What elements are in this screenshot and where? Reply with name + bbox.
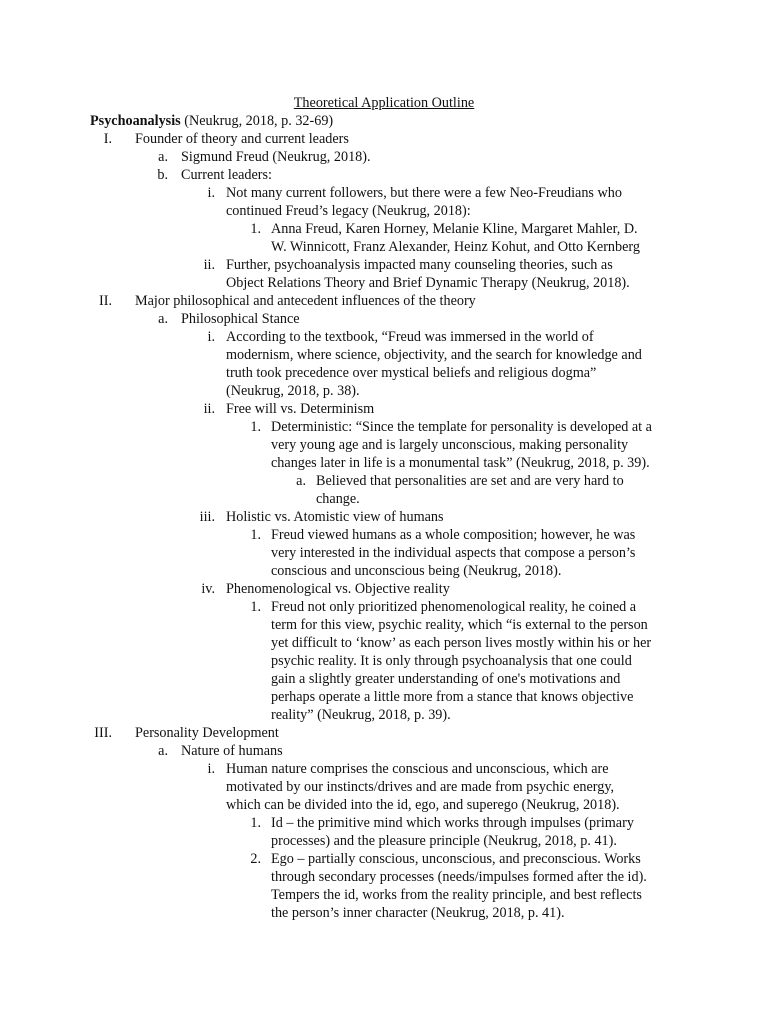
outline-text-line: very young age and is largely unconscious, making personality xyxy=(271,437,629,453)
outline-text-line: term for this view, psychic reality, which “is external to the person xyxy=(271,617,648,633)
outline-marker: II. xyxy=(99,293,112,309)
outline-text-line: Freud viewed humans as a whole composition; however, he was xyxy=(271,527,636,543)
outline-text-line: Phenomenological vs. Objective reality xyxy=(226,581,450,597)
outline-marker: 1. xyxy=(250,221,261,237)
outline-item xyxy=(0,310,768,328)
document-title: Theoretical Application Outline xyxy=(293,95,475,111)
section-heading-citation: (Neukrug, 2018, p. 32-69) xyxy=(180,113,334,129)
outline-text-line: Tempers the id, works from the reality principle, and best reflects xyxy=(271,887,642,903)
outline-marker: 2. xyxy=(250,851,261,867)
outline-text-line: Not many current followers, but there were a few Neo-Freudians who xyxy=(226,185,622,201)
outline-item xyxy=(0,418,768,472)
outline-text-line: Object Relations Theory and Brief Dynamic Therapy (Neukrug, 2018). xyxy=(226,275,630,291)
outline-item xyxy=(0,400,768,418)
outline-text-line: changes later in life is a monumental task” (Neukrug, 2018, p. 39). xyxy=(271,455,650,471)
outline-item xyxy=(0,598,768,724)
outline-text-line: Further, psychoanalysis impacted many counseling theories, such as xyxy=(226,257,613,273)
outline-text-line: change. xyxy=(316,491,360,507)
outline-item xyxy=(0,814,768,850)
outline-text-line: motivated by our instincts/drives and are made from psychic energy, xyxy=(226,779,615,795)
section-heading-title: Psychoanalysis xyxy=(90,113,181,129)
outline-marker: i. xyxy=(207,761,215,777)
outline-marker: 1. xyxy=(250,815,261,831)
outline-text-line: reality” (Neukrug, 2018, p. 39). xyxy=(271,707,451,723)
outline-text-line: yet difficult to ‘know’ as each person lives mostly within his or her xyxy=(271,635,652,651)
outline-text-line: Founder of theory and current leaders xyxy=(135,131,349,147)
outline-text-line: perhaps operate a little more from a stance that knows objective xyxy=(271,689,634,705)
outline-text-line: psychic reality. It is only through psychoanalysis that one could xyxy=(271,653,632,669)
outline-text-line: Sigmund Freud (Neukrug, 2018). xyxy=(181,149,371,165)
document-body xyxy=(0,112,768,922)
outline-item xyxy=(0,256,768,292)
outline-text-line: Personality Development xyxy=(135,725,279,741)
outline-marker: a. xyxy=(158,149,168,165)
outline-text-line: Human nature comprises the conscious and unconscious, which are xyxy=(226,761,609,777)
outline-text-line: Major philosophical and antecedent influences of the theory xyxy=(135,293,476,309)
outline-text-line: Nature of humans xyxy=(181,743,283,759)
outline-item xyxy=(0,850,768,922)
outline-marker: a. xyxy=(296,473,306,489)
outline-item xyxy=(0,580,768,598)
outline-item xyxy=(0,166,768,184)
outline-text-line: the person’s inner character (Neukrug, 2018, p. 41). xyxy=(271,905,565,921)
outline-text-line: Free will vs. Determinism xyxy=(226,401,375,417)
outline-item xyxy=(0,292,768,310)
outline-text-line: W. Winnicott, Franz Alexander, Heinz Kohut, and Otto Kernberg xyxy=(271,239,640,255)
outline-text-line: Freud not only prioritized phenomenological reality, he coined a xyxy=(271,599,637,615)
outline-text-line: very interested in the individual aspects that compose a person’s xyxy=(271,545,636,561)
outline-text-line: Anna Freud, Karen Horney, Melanie Kline, Margaret Mahler, D. xyxy=(271,221,638,237)
outline-item xyxy=(0,508,768,526)
outline-marker: iii. xyxy=(199,509,215,525)
outline-text-line: (Neukrug, 2018, p. 38). xyxy=(226,383,360,399)
outline-text-line: Id – the primitive mind which works through impulses (primary xyxy=(271,815,634,831)
outline-item xyxy=(0,724,768,742)
outline-item xyxy=(0,220,768,256)
outline-text-line: processes) and the pleasure principle (Neukrug, 2018, p. 41). xyxy=(271,833,617,849)
outline-text-line: Believed that personalities are set and are very hard to xyxy=(316,473,624,489)
outline-marker: i. xyxy=(207,329,215,345)
outline-item xyxy=(0,472,768,508)
outline-text-line: continued Freud’s legacy (Neukrug, 2018): xyxy=(226,203,471,219)
outline-marker: 1. xyxy=(250,419,261,435)
outline-text-line: which can be divided into the id, ego, and superego (Neukrug, 2018). xyxy=(226,797,620,813)
outline-item xyxy=(0,148,768,166)
outline-item xyxy=(0,742,768,760)
outline-text-line: gain a slightly greater understanding of one's motivations and xyxy=(271,671,621,687)
outline-marker: III. xyxy=(94,725,112,741)
outline-text-line: According to the textbook, “Freud was immersed in the world of xyxy=(226,329,594,345)
outline-text-line: truth took precedence over mystical beliefs and religious dogma” xyxy=(226,365,597,381)
outline-marker: a. xyxy=(158,743,168,759)
outline-list xyxy=(0,130,768,922)
outline-text-line: conscious and unconscious being (Neukrug, 2018). xyxy=(271,563,562,579)
outline-marker: i. xyxy=(207,185,215,201)
outline-text-line: Ego – partially conscious, unconscious, and preconscious. Works xyxy=(271,851,641,867)
outline-item xyxy=(0,526,768,580)
outline-text-line: through secondary processes (needs/impulses formed after the id). xyxy=(271,869,647,885)
outline-item xyxy=(0,184,768,220)
outline-marker: ii. xyxy=(203,401,215,417)
outline-marker: iv. xyxy=(201,581,215,597)
outline-text-line: Current leaders: xyxy=(181,167,272,183)
outline-item xyxy=(0,328,768,400)
outline-marker: 1. xyxy=(250,599,261,615)
outline-text-line: Deterministic: “Since the template for personality is developed at a xyxy=(271,419,652,435)
outline-item xyxy=(0,760,768,814)
outline-item xyxy=(0,130,768,148)
outline-marker: I. xyxy=(103,131,112,147)
outline-marker: a. xyxy=(158,311,168,327)
outline-marker: b. xyxy=(157,167,168,183)
section-heading xyxy=(0,112,768,130)
outline-marker: ii. xyxy=(203,257,215,273)
outline-text-line: Holistic vs. Atomistic view of humans xyxy=(226,509,444,525)
outline-text-line: Philosophical Stance xyxy=(181,311,300,327)
outline-text-line: modernism, where science, objectivity, and the search for knowledge and xyxy=(226,347,642,363)
outline-marker: 1. xyxy=(250,527,261,543)
